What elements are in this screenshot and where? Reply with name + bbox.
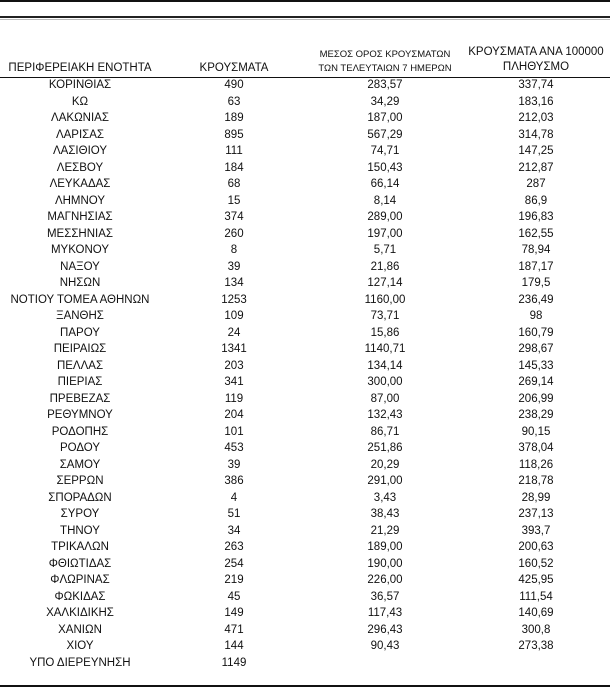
region-cell: ΝΑΞΟΥ: [60, 260, 100, 273]
header-per100k: [462, 45, 610, 75]
table-row: [0, 209, 610, 226]
table-row: [0, 143, 610, 160]
cases-cell: 51: [227, 508, 241, 520]
per100k-cell: 183,16: [518, 95, 554, 108]
avg7-cell: 21,86: [370, 260, 400, 273]
per100k-cell: 393,7: [521, 524, 551, 537]
per100k-cell: 237,13: [518, 508, 554, 520]
per100k-cell: 425,95: [518, 574, 554, 586]
region-cell: ΚΩ: [71, 95, 89, 108]
region-cell: ΝΗΣΩΝ: [59, 277, 101, 289]
cases-cell: 15: [227, 194, 241, 207]
per100k-cell: 314,78: [518, 128, 554, 141]
cases-cell: 341: [224, 376, 244, 388]
per100k-cell: 111,54: [519, 590, 553, 603]
cases-cell: 63: [227, 95, 241, 108]
per100k-cell: 298,67: [518, 343, 554, 355]
table-row: [0, 490, 610, 507]
avg7-cell: 36,57: [370, 590, 400, 603]
table-row: [0, 589, 610, 606]
region-cell: ΝΟΤΙΟΥ ΤΟΜΕΑ ΑΘΗΝΩΝ: [10, 293, 150, 306]
region-cell: ΠΙΕΡΙΑΣ: [57, 376, 103, 388]
avg7-cell: 291,00: [367, 475, 403, 487]
table-row: [0, 506, 610, 523]
bottom-border: [0, 685, 610, 687]
region-cell: ΤΗΝΟΥ: [60, 524, 100, 537]
avg7-cell: 300,00: [367, 376, 403, 388]
per100k-cell: 300,8: [521, 623, 551, 636]
per100k-cell: 118,26: [518, 458, 554, 471]
per100k-cell: 287: [526, 178, 546, 190]
per100k-cell: 179,5: [521, 277, 551, 289]
table-row: [0, 391, 610, 408]
per100k-cell: 145,33: [518, 359, 554, 372]
avg7-cell: 1160,00: [364, 293, 406, 306]
cases-cell: 189: [224, 112, 244, 124]
table-row: [0, 77, 610, 94]
per100k-cell: 236,49: [518, 293, 554, 306]
region-cell: ΛΕΣΒΟΥ: [56, 161, 104, 174]
cases-cell: 39: [227, 260, 241, 273]
header-per100k-line2: ΠΛΗΘΥΣΜΟ: [502, 61, 570, 73]
avg7-cell: 3,43: [373, 491, 397, 504]
region-cell: ΞΑΝΘΗΣ: [56, 310, 104, 322]
avg7-cell: 1140,71: [364, 343, 406, 355]
avg7-cell: 117,43: [367, 607, 403, 619]
region-cell: ΣΑΜΟΥ: [59, 458, 101, 471]
cases-cell: 374: [224, 211, 244, 223]
per100k-cell: 273,38: [518, 640, 554, 652]
per100k-cell: 196,83: [518, 211, 554, 223]
avg7-cell: 251,86: [367, 442, 403, 454]
per100k-cell: 269,14: [518, 376, 554, 388]
top-border: [0, 0, 610, 2]
header-region: ΠΕΡΙΦΕΡΕΙΑΚΗ ΕΝΟΤΗΤΑ: [8, 62, 152, 74]
region-cell: ΣΠΟΡΑΔΩΝ: [48, 491, 112, 504]
region-cell: ΦΛΩΡΙΝΑΣ: [50, 574, 110, 586]
region-cell: ΛΑΚΩΝΙΑΣ: [51, 112, 109, 124]
region-cell: ΜΥΚΟΝΟΥ: [50, 244, 110, 256]
region-cell: ΠΑΡΟΥ: [60, 326, 100, 339]
avg7-cell: 87,00: [370, 392, 400, 405]
region-cell: ΡΕΘΥΜΝΟΥ: [47, 409, 113, 421]
avg7-cell: 15,86: [370, 326, 400, 339]
avg7-cell: 197,00: [367, 227, 403, 240]
table-row: [0, 193, 610, 210]
per100k-cell: 206,99: [518, 392, 554, 405]
table-row: [0, 407, 610, 424]
avg7-cell: 132,43: [367, 409, 403, 421]
table-row: [0, 176, 610, 193]
table-row: [0, 638, 610, 655]
cases-cell: 45: [227, 590, 241, 603]
cases-cell: 219: [224, 574, 244, 586]
table-header: [0, 40, 610, 78]
region-cell: ΠΕΛΛΑΣ: [56, 359, 104, 372]
region-cell: ΡΟΔΟΠΗΣ: [51, 425, 109, 438]
cases-cell: 453: [224, 442, 244, 454]
cases-cell: 1149: [221, 656, 247, 669]
top-divider: [0, 16, 610, 18]
cases-cell: 8: [230, 244, 238, 256]
avg7-cell: 5,71: [373, 244, 397, 256]
per100k-cell: 337,74: [518, 79, 554, 91]
table-row: [0, 655, 610, 672]
avg7-cell: 21,29: [370, 524, 400, 537]
table-row: [0, 127, 610, 144]
table-row: [0, 160, 610, 177]
per100k-cell: 212,03: [518, 112, 554, 124]
per100k-cell: 28,99: [521, 491, 551, 504]
cases-cell: 184: [224, 161, 244, 174]
cases-cell: 4: [230, 491, 238, 504]
cases-cell: 119: [224, 392, 244, 405]
cases-cell: 260: [224, 227, 244, 240]
table-row: [0, 440, 610, 457]
region-cell: ΤΡΙΚΑΛΩΝ: [51, 541, 109, 553]
header-avg7-line2: ΤΩΝ ΤΕΛΕΥΤΑΙΩΝ 7 ΗΜΕΡΩΝ: [318, 63, 452, 74]
avg7-cell: 150,43: [367, 161, 403, 174]
per100k-cell: 218,78: [518, 475, 554, 487]
avg7-cell: 134,14: [367, 359, 403, 372]
table-row: [0, 94, 610, 111]
cases-cell: 204: [224, 409, 244, 421]
cases-cell: 149: [224, 607, 244, 619]
region-cell: ΛΕΥΚΑΔΑΣ: [49, 178, 111, 190]
cases-cell: 263: [224, 541, 244, 553]
table-row: [0, 259, 610, 276]
region-cell: ΜΕΣΣΗΝΙΑΣ: [46, 227, 114, 240]
avg7-cell: 289,00: [367, 211, 403, 223]
per100k-cell: 200,63: [518, 541, 554, 553]
cases-cell: 134: [224, 277, 244, 289]
per100k-cell: 160,52: [518, 557, 554, 570]
avg7-cell: 296,43: [367, 623, 403, 636]
cases-cell: 109: [224, 310, 244, 322]
cases-cell: 386: [224, 475, 244, 487]
table-row: [0, 226, 610, 243]
table-row: [0, 556, 610, 573]
cases-cell: 24: [227, 326, 241, 339]
per100k-cell: 78,94: [521, 244, 551, 256]
table-row: [0, 622, 610, 639]
table-row: [0, 292, 610, 309]
per100k-cell: 98: [529, 310, 543, 322]
avg7-cell: 190,00: [367, 557, 403, 570]
region-cell: ΦΩΚΙΔΑΣ: [54, 590, 106, 603]
avg7-cell: 187,00: [367, 112, 403, 124]
cases-cell: 68: [227, 178, 241, 190]
table-row: [0, 539, 610, 556]
cases-cell: 144: [224, 640, 244, 652]
cases-cell: 39: [227, 458, 241, 471]
avg7-cell: 74,71: [370, 145, 400, 157]
avg7-cell: 189,00: [367, 541, 403, 553]
region-cell: ΣΥΡΟΥ: [60, 508, 100, 520]
header-avg7: [310, 48, 460, 76]
table-row: [0, 424, 610, 441]
table-row: [0, 341, 610, 358]
region-cell: ΛΑΡΙΣΑΣ: [55, 128, 105, 141]
table-row: [0, 457, 610, 474]
avg7-cell: 86,71: [370, 425, 400, 438]
cases-cell: 1341: [221, 343, 247, 355]
header-cases: ΚΡΟΥΣΜΑΤΑ: [199, 62, 269, 74]
avg7-cell: 226,00: [367, 574, 403, 586]
region-cell: ΡΟΔΟΥ: [59, 442, 101, 454]
per100k-cell: 90,15: [521, 425, 551, 438]
table-body: [0, 77, 610, 671]
cases-cell: 895: [224, 128, 244, 141]
region-cell: ΛΗΜΝΟΥ: [54, 194, 106, 207]
per100k-cell: 238,29: [518, 409, 554, 421]
avg7-cell: 90,43: [370, 640, 400, 652]
region-cell: ΧΑΛΚΙΔΙΚΗΣ: [46, 607, 114, 619]
per100k-cell: 212,87: [518, 161, 554, 174]
table-row: [0, 374, 610, 391]
header-avg7-line1: ΜΕΣΟΣ ΟΡΟΣ ΚΡΟΥΣΜΑΤΩΝ: [319, 49, 451, 60]
region-cell: ΣΕΡΡΩΝ: [56, 475, 104, 487]
avg7-cell: 567,29: [367, 128, 403, 141]
table-row: [0, 605, 610, 622]
table-row: [0, 473, 610, 490]
region-cell: ΥΠΟ ΔΙΕΡΕΥΝΗΣΗ: [29, 656, 131, 669]
cases-cell: 254: [224, 557, 244, 570]
per100k-cell: 187,17: [518, 260, 554, 273]
per100k-cell: 162,55: [518, 227, 554, 240]
region-cell: ΛΑΣΙΘΙΟΥ: [52, 145, 108, 157]
cases-cell: 101: [224, 425, 244, 438]
table-row: [0, 325, 610, 342]
per100k-cell: 140,69: [518, 607, 554, 619]
region-cell: ΧΑΝΙΩΝ: [58, 623, 102, 636]
cases-cell: 111: [225, 145, 243, 157]
avg7-cell: 66,14: [370, 178, 400, 190]
avg7-cell: 8,14: [373, 194, 397, 207]
cases-cell: 203: [224, 359, 244, 372]
avg7-cell: 73,71: [370, 310, 400, 322]
region-cell: ΧΙΟΥ: [66, 640, 94, 652]
table-row: [0, 110, 610, 127]
avg7-cell: 20,29: [370, 458, 400, 471]
top-divider-shadow: [0, 19, 610, 20]
per100k-cell: 86,9: [524, 194, 548, 207]
per100k-cell: 147,25: [518, 145, 554, 157]
cases-cell: 471: [224, 623, 244, 636]
table-row: [0, 523, 610, 540]
per100k-cell: 378,04: [518, 442, 554, 454]
table-row: [0, 242, 610, 259]
cases-cell: 34: [227, 524, 241, 537]
table-row: [0, 572, 610, 589]
avg7-cell: 38,43: [370, 508, 400, 520]
table-row: [0, 308, 610, 325]
cases-cell: 490: [224, 79, 244, 91]
cases-cell: 1253: [221, 293, 247, 306]
avg7-cell: 34,29: [370, 95, 400, 108]
region-cell: ΚΟΡΙΝΘΙΑΣ: [48, 79, 112, 91]
region-cell: ΠΕΙΡΑΙΩΣ: [53, 343, 107, 355]
region-cell: ΦΘΙΩΤΙΔΑΣ: [48, 557, 112, 570]
header-per100k-line1: ΚΡΟΥΣΜΑΤΑ ΑΝΑ 100000: [468, 46, 604, 58]
region-cell: ΠΡΕΒΕΖΑΣ: [49, 392, 111, 405]
avg7-cell: 283,57: [367, 79, 403, 91]
table-row: [0, 358, 610, 375]
per100k-cell: 160,79: [518, 326, 554, 339]
avg7-cell: 127,14: [367, 277, 403, 289]
region-cell: ΜΑΓΝΗΣΙΑΣ: [47, 211, 113, 223]
table-row: [0, 275, 610, 292]
